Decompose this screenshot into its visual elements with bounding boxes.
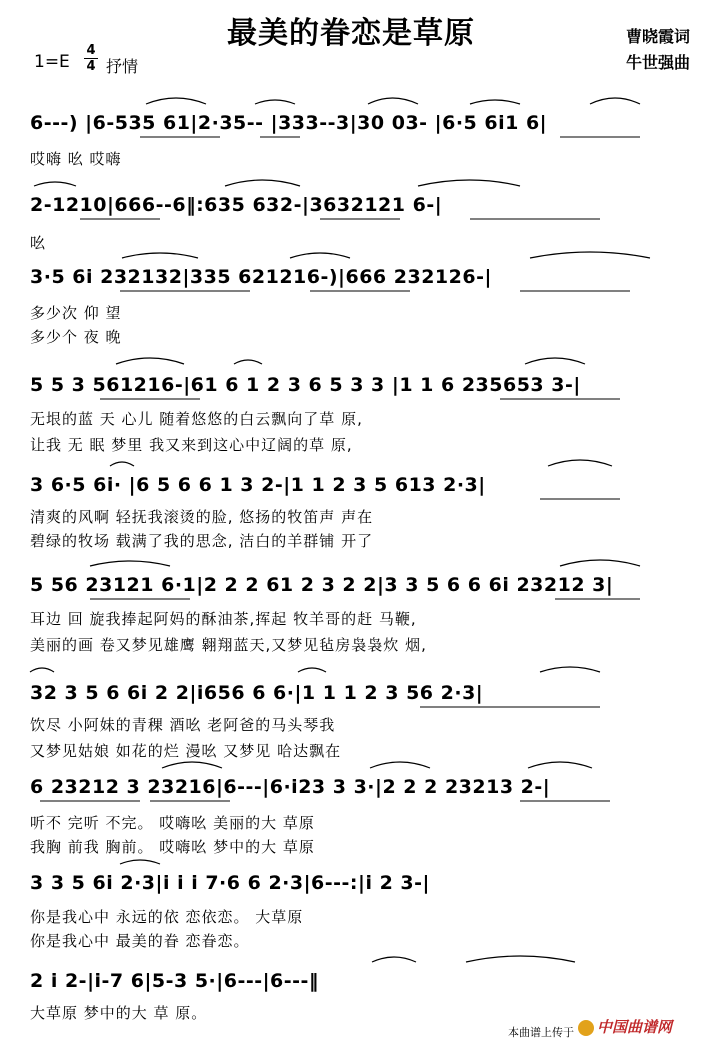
site-logo-mark <box>578 1020 594 1036</box>
composer-credit: 牛世强曲 <box>625 53 690 72</box>
lyricist-credit: 曹晓霞词 <box>625 27 690 46</box>
lyrics-6-verse-1: 耳边 回 旋我捧起阿妈的酥油茶,挥起 牧羊哥的赶 马鞭, <box>30 610 417 628</box>
lyrics-5-verse-1: 清爽的风啊 轻抚我滚烫的脸, 悠扬的牧笛声 声在 <box>30 508 374 526</box>
time-signature-bottom: 4 <box>86 59 96 74</box>
lyrics-8-verse-2: 我胸 前我 胸前。 哎嗨吆 梦中的大 草原 <box>30 838 315 856</box>
lyrics-3-verse-1: 多少次 仰 望 <box>30 304 122 322</box>
score-line-9: 3 3 5 6i 2·3|i i i 7·6 6 2·3|6---:|i 2 3-| <box>30 872 430 894</box>
score-line-7: 32 3 5 6 6i 2 2|i656 6 6·|1 1 1 2 3 56 2·3| <box>30 682 484 704</box>
lyrics-3-verse-2: 多少个 夜 晚 <box>30 328 122 346</box>
score-line-6: 5 56 23121 6·1|2 2 2 61 2 3 2 2|3 3 5 6 6 6i 23212 3| <box>30 574 614 596</box>
score-line-1: 6---) |6-535 61|2·35-- |333--3|30 03- |6·5 6i1 6| <box>30 112 548 134</box>
score-line-2: 2-1210|666--6‖:635 632-|3632121 6-| <box>30 194 443 216</box>
score-line-10: 2 i 2-|i-7 6|5-3 5·|6---|6---‖ <box>30 970 319 992</box>
score-line-8: 6 23212 3 23216|6---|6·i23 3 3·|2 2 2 23213 2-| <box>30 776 551 798</box>
lyrics-9-verse-1: 你是我心中 永远的依 恋依恋。 大草原 <box>30 908 304 926</box>
lyrics-10-verse-1: 大草原 梦中的大 草 原。 <box>30 1004 208 1022</box>
key-signature: 1=E <box>34 52 70 72</box>
lyrics-5-verse-2: 碧绿的牧场 载满了我的思念, 洁白的羊群铺 开了 <box>30 532 374 550</box>
lyrics-2-verse-1: 吆 <box>30 234 47 252</box>
lyrics-6-verse-2: 美丽的画 卷又梦见雄鹰 翱翔蓝天,又梦见毡房袅袅炊 烟, <box>30 636 427 654</box>
upload-notice: 本曲谱上传于 <box>508 1026 574 1039</box>
lyrics-1-verse-1: 哎嗨 吆 哎嗨 <box>30 150 122 168</box>
page-title: 最美的眷恋是草原 <box>227 16 475 51</box>
mood-marking: 抒情 <box>106 57 139 76</box>
score-line-3: 3·5 6i 232132|335 621216-)|666 232126-| <box>30 266 492 288</box>
lyrics-4-verse-1: 无垠的蓝 天 心儿 随着悠悠的白云飘向了草 原, <box>30 410 363 428</box>
lyrics-7-verse-1: 饮尽 小阿妹的青稞 酒吆 老阿爸的马头琴我 <box>30 716 336 734</box>
score-line-5: 3 6·5 6i· |6 5 6 6 1 3 2-|1 1 2 3 5 613 2·3| <box>30 474 486 496</box>
lyrics-4-verse-2: 让我 无 眠 梦里 我又来到这心中辽阔的草 原, <box>30 436 353 454</box>
score-line-4: 5 5 3 561216-|61 6 1 2 3 6 5 3 3 |1 1 6 235653 3-| <box>30 374 581 396</box>
lyrics-8-verse-1: 听不 完听 不完。 哎嗨吆 美丽的大 草原 <box>30 814 315 832</box>
lyrics-9-verse-2: 你是我心中 最美的眷 恋眷恋。 <box>30 932 250 950</box>
time-signature-top: 4 <box>86 43 96 58</box>
site-logo-text: 中国曲谱网 <box>597 1018 673 1036</box>
lyrics-7-verse-2: 又梦见姑娘 如花的烂 漫吆 又梦见 哈达飘在 <box>30 742 342 760</box>
